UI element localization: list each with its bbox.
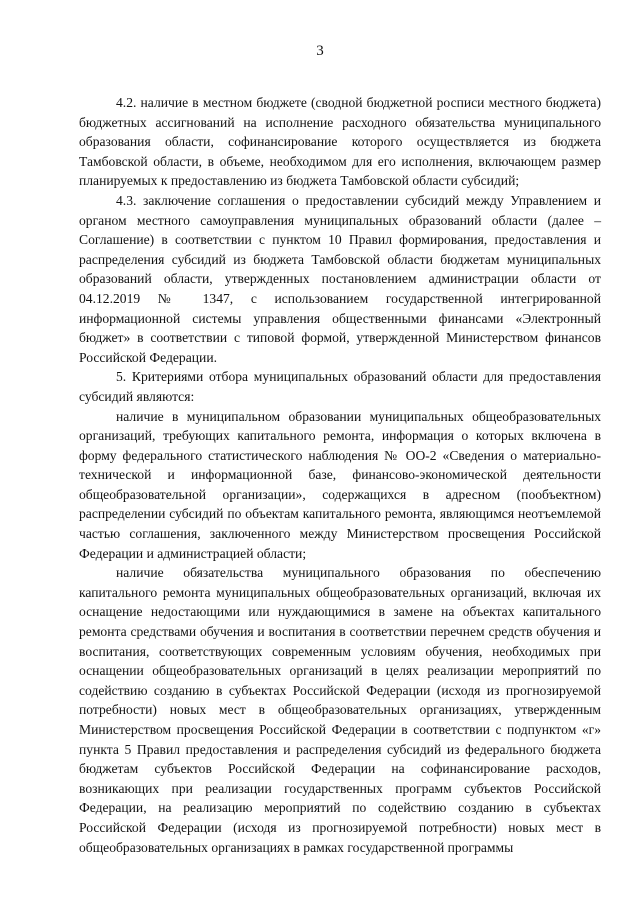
paragraph-criterion-1: наличие в муниципальном образовании муниципальных общеобразовательных организаций, требующих капитального ремонта, информация о которых включена в форму федерального статистического наблюдения № ОО-2 «Сведения о материально-технической и информационной базе, финансово-экономической деятельности общеобразовательной организации», содержащихся в адресном (пообъектном) распределении субсидий по объектам капитального ремонта, являющимся неотъемлемой частью соглашения, заключенного между Министерством просвещения Российской Федерации и администрацией области; <box>79 408 601 561</box>
paragraph-criterion-2: наличие обязательства муниципального образования по обеспечению капитального ремонта муниципальных общеобразовательных организаций, включая их оснащение недостающими или нуждающимися в замене на объектах капитального ремонта средствами обучения и воспитания в соответствии перечнем средств обучения и воспитания, соответствующих современным условиям обучения, необходимых при оснащении общеобразовательных организаций в целях реализации мероприятий по содействию созданию в субъектах Российской Федерации (исходя из прогнозируемой потребности) новых мест в общеобразовательных организациях, утвержденным Министерством просвещения Российской Федерации в соответствии с подпунктом «г» пункта 5 Правил предоставления и распределения субсидий из федерального бюджета бюджетам субъектов Российской Федерации на софинансирование расходов, возникающих при реализации государственных программ субъектов Российской Федерации, на реализацию мероприятий по содействию созданию в субъектах Российской Федерации (исходя из прогнозируемой потребности) новых мест в общеобразовательных организациях в рамках государственной программы <box>79 565 601 855</box>
document-body <box>79 93 601 857</box>
paragraph-5: 5. Критериями отбора муниципальных образований области для предоставления субсидий являются: <box>79 369 601 404</box>
paragraph-4-3: 4.3. заключение соглашения о предоставлении субсидий между Управлением и органом местного самоуправления муниципальных образований области (далее – Соглашение) в соответствии с пунктом 10 Правил формирования, предоставления и распределения субсидий из бюджета Тамбовской области бюджетам муниципальных образований области, утвержденных постановлением администрации области от 04.12.2019 № 1347, с использованием государственной интегрированной информационной системы управления общественными финансами «Электронный бюджет» в соответствии с типовой формой, утвержденной Министерством финансов Российской Федерации. <box>79 192 601 365</box>
paragraph-4-2: 4.2. наличие в местном бюджете (сводной бюджетной росписи местного бюджета) бюджетных ассигнований на исполнение расходного обязательства муниципального образования области, софинансирование которого осуществляется из бюджета Тамбовской области, в объеме, необходимом для его исполнения, включающем размер планируемых к предоставлению из бюджета Тамбовской области субсидий; <box>79 95 601 189</box>
page-number: 3 <box>316 43 324 59</box>
